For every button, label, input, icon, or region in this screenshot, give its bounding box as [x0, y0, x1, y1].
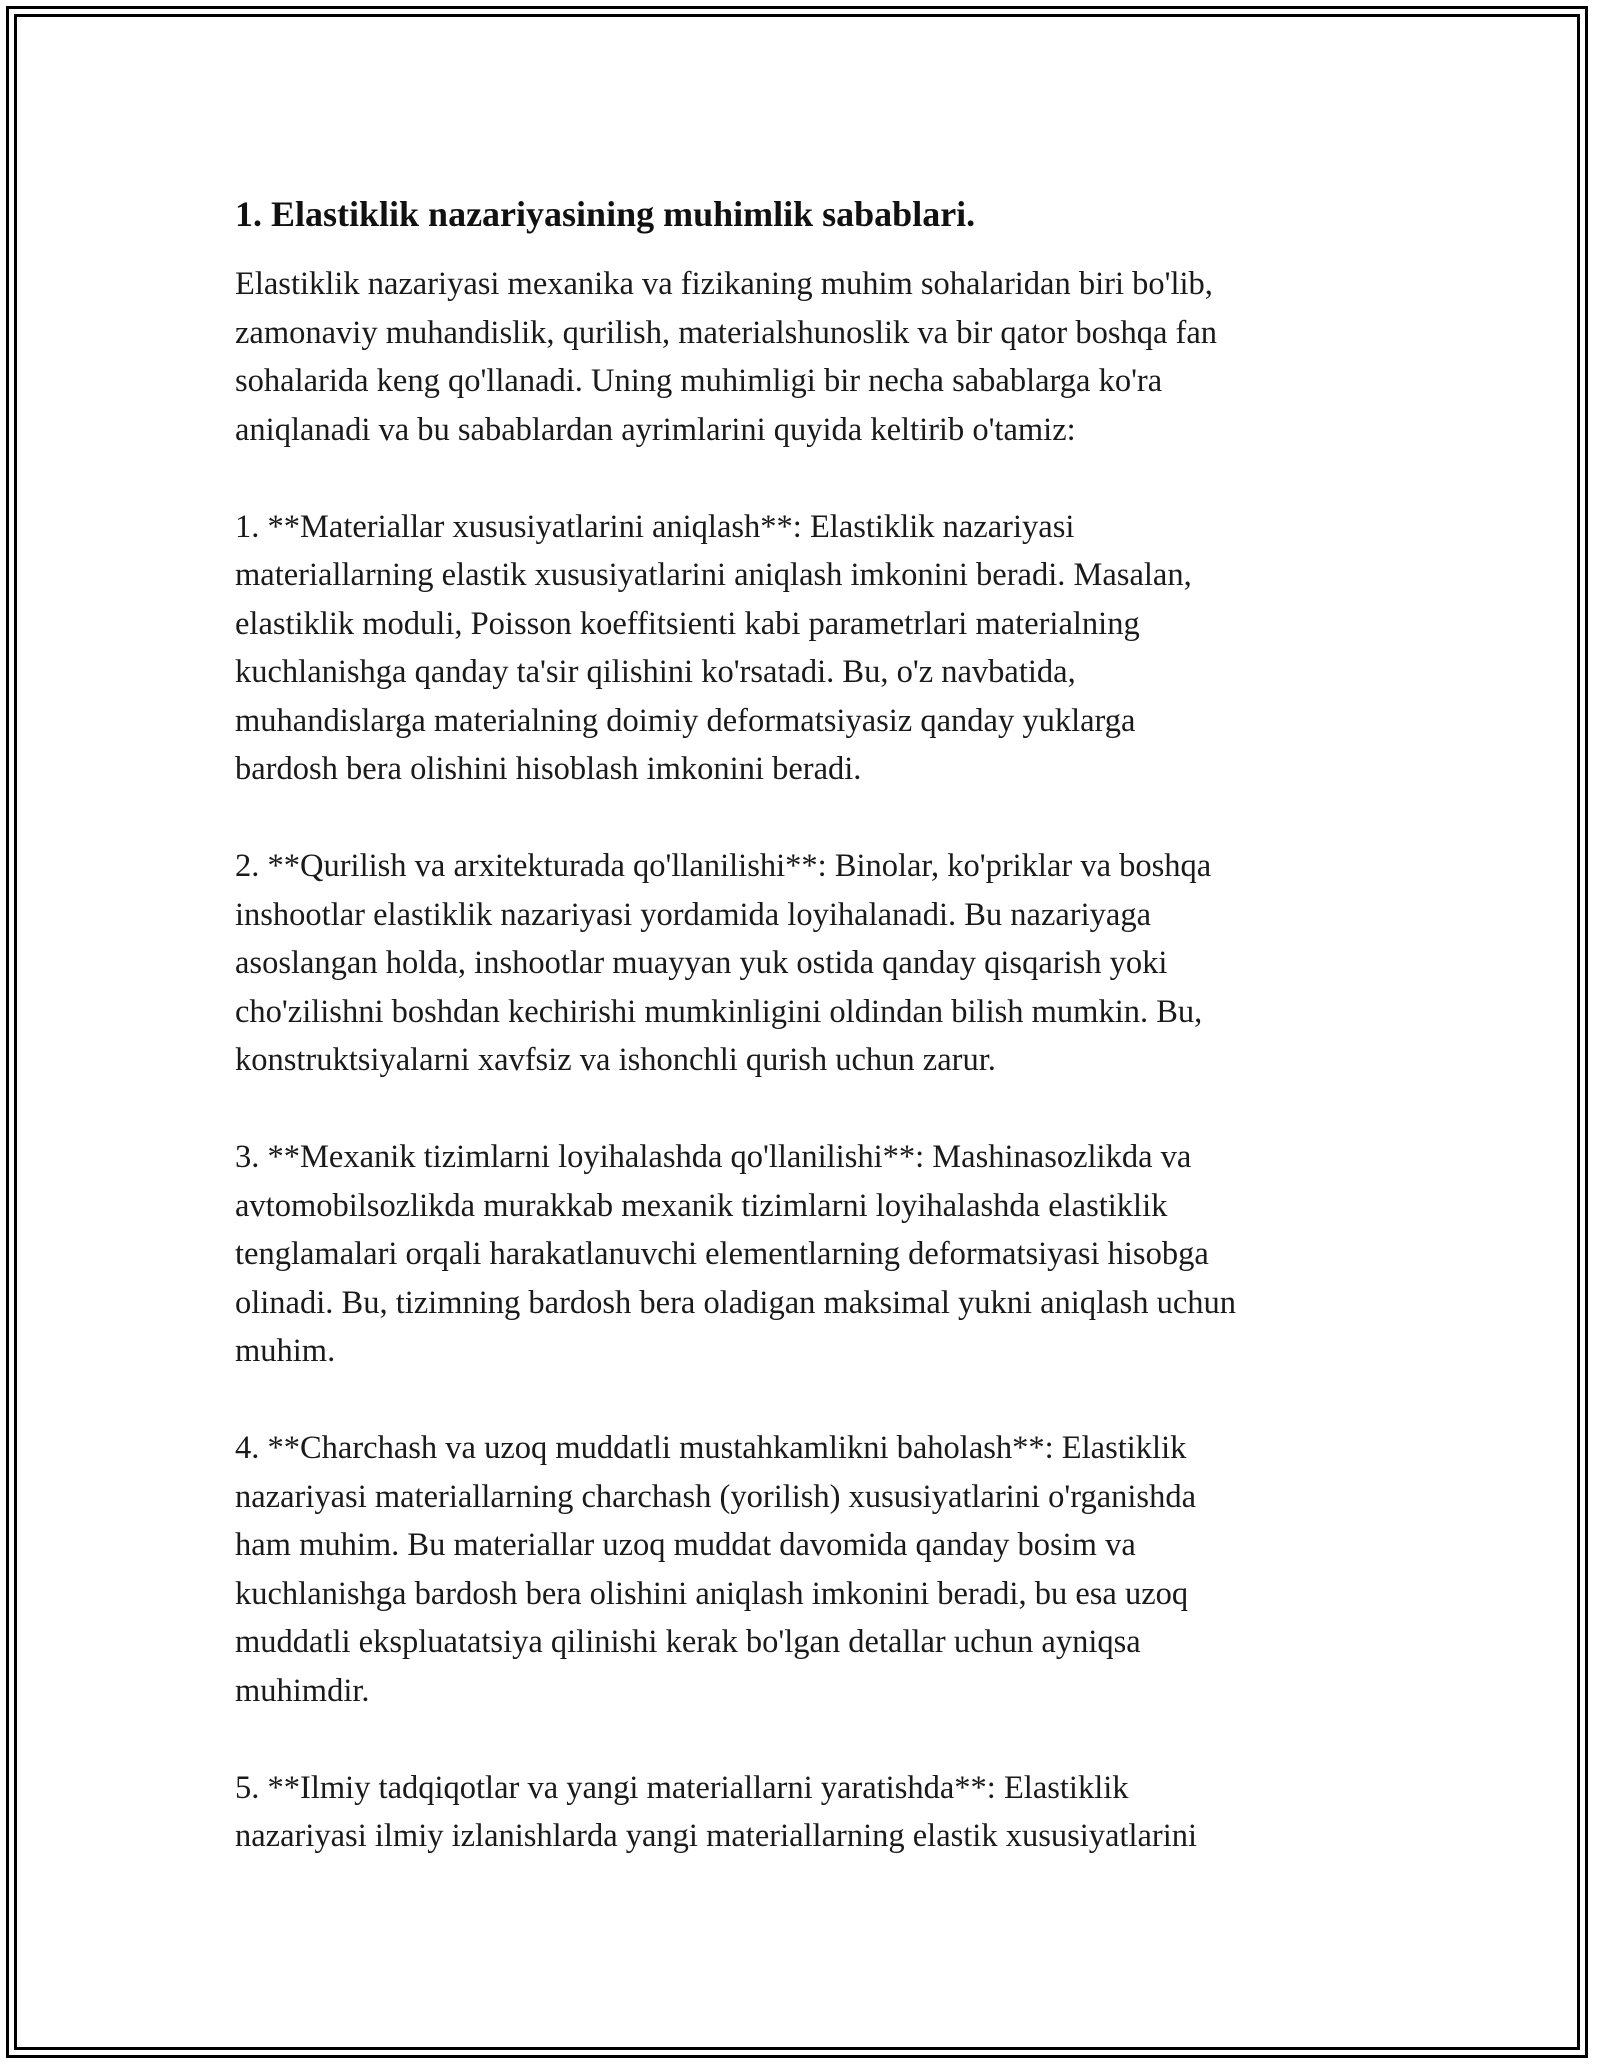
text-line: inshootlar elastiklik nazariyasi yordamida loyihalanadi. Bu nazariyaga: [235, 896, 1152, 933]
text-line: 3. **Mexanik tizimlarni loyihalashda qo'llanilishi**: Mashinasozlikda va: [235, 1139, 1192, 1175]
text-line: elastiklik moduli, Poisson koeffitsienti kabi parametrlari materialning: [235, 605, 1140, 642]
text-line: tenglamalari orqali harakatlanuvchi elementlarning deformatsiyasi hisobga: [235, 1236, 1209, 1272]
text-line: olinadi. Bu, tizimning bardosh bera oladigan maksimal yukni aniqlash uchun: [235, 1284, 1236, 1321]
text-line: bardosh bera olishini hisoblash imkonini beradi.: [235, 751, 862, 787]
paragraph-item-1: [235, 503, 1385, 794]
text-line: Elastiklik nazariyasi mexanika va fizikaning muhim sohalaridan biri bo'lib,: [235, 266, 1213, 302]
text-line: muhandislarga materialning doimiy deformatsiyasiz qanday yuklarga: [235, 702, 1136, 739]
text-line: nazariyasi materiallarning charchash (yorilish) xususiyatlarini o'rganishda: [235, 1478, 1196, 1515]
document-page: [235, 190, 1385, 1909]
paragraph-item-2: [235, 842, 1385, 1085]
text-line: konstruktsiyalarni xavfsiz va ishonchli qurish uchun zarur.: [235, 1042, 996, 1078]
text-line: muddatli ekspluatatsiya qilinishi kerak bo'lgan detallar uchun ayniqsa: [235, 1624, 1141, 1660]
paragraph-item-5: [235, 1764, 1385, 1861]
text-line: ham muhim. Bu materiallar uzoq muddat davomida qanday bosim va: [235, 1527, 1136, 1563]
text-line: 4. **Charchash va uzoq muddatli mustahkamlikni baholash**: Elastiklik: [235, 1430, 1187, 1466]
text-line: 5. **Ilmiy tadqiqotlar va yangi materiallarni yaratishda**: Elastiklik: [235, 1769, 1129, 1806]
text-line: aniqlanadi va bu sabablardan ayrimlarini quyida keltirib o'tamiz:: [235, 411, 1076, 448]
text-line: materiallarning elastik xususiyatlarini aniqlash imkonini beradi. Masalan,: [235, 557, 1192, 593]
paragraph-intro: [235, 260, 1385, 454]
text-line: asoslangan holda, inshootlar muayyan yuk ostida qanday qisqarish yoki: [235, 945, 1168, 981]
text-line: 2. **Qurilish va arxitekturada qo'llanilishi**: Binolar, ko'priklar va boshqa: [235, 848, 1212, 884]
text-line: muhim.: [235, 1333, 336, 1369]
document-title: 1. Elastiklik nazariyasining muhimlik sabablari.: [235, 194, 976, 234]
text-line: avtomobilsozlikda murakkab mexanik tizimlarni loyihalashda elastiklik: [235, 1187, 1168, 1224]
text-line: cho'zilishni boshdan kechirishi mumkinligini oldindan bilish mumkin. Bu,: [235, 993, 1203, 1030]
text-line: sohalarida keng qo'llanadi. Uning muhimligi bir necha sabablarga ko'ra: [235, 363, 1163, 399]
paragraph-item-4: [235, 1424, 1385, 1715]
text-line: kuchlanishga bardosh bera olishini aniqlash imkonini beradi, bu esa uzoq: [235, 1575, 1189, 1612]
text-line: 1. **Materiallar xususiyatlarini aniqlash**: Elastiklik nazariyasi: [235, 508, 1075, 545]
paragraph-item-3: [235, 1133, 1385, 1376]
text-line: zamonaviy muhandislik, qurilish, materialshunoslik va bir qator boshqa fan: [235, 314, 1218, 351]
text-line: kuchlanishga qanday ta'sir qilishini ko'rsatadi. Bu, o'z navbatida,: [235, 654, 1076, 690]
text-line: nazariyasi ilmiy izlanishlarda yangi materiallarning elastik xususiyatlarini: [235, 1818, 1198, 1854]
text-line: muhimdir.: [235, 1672, 370, 1709]
